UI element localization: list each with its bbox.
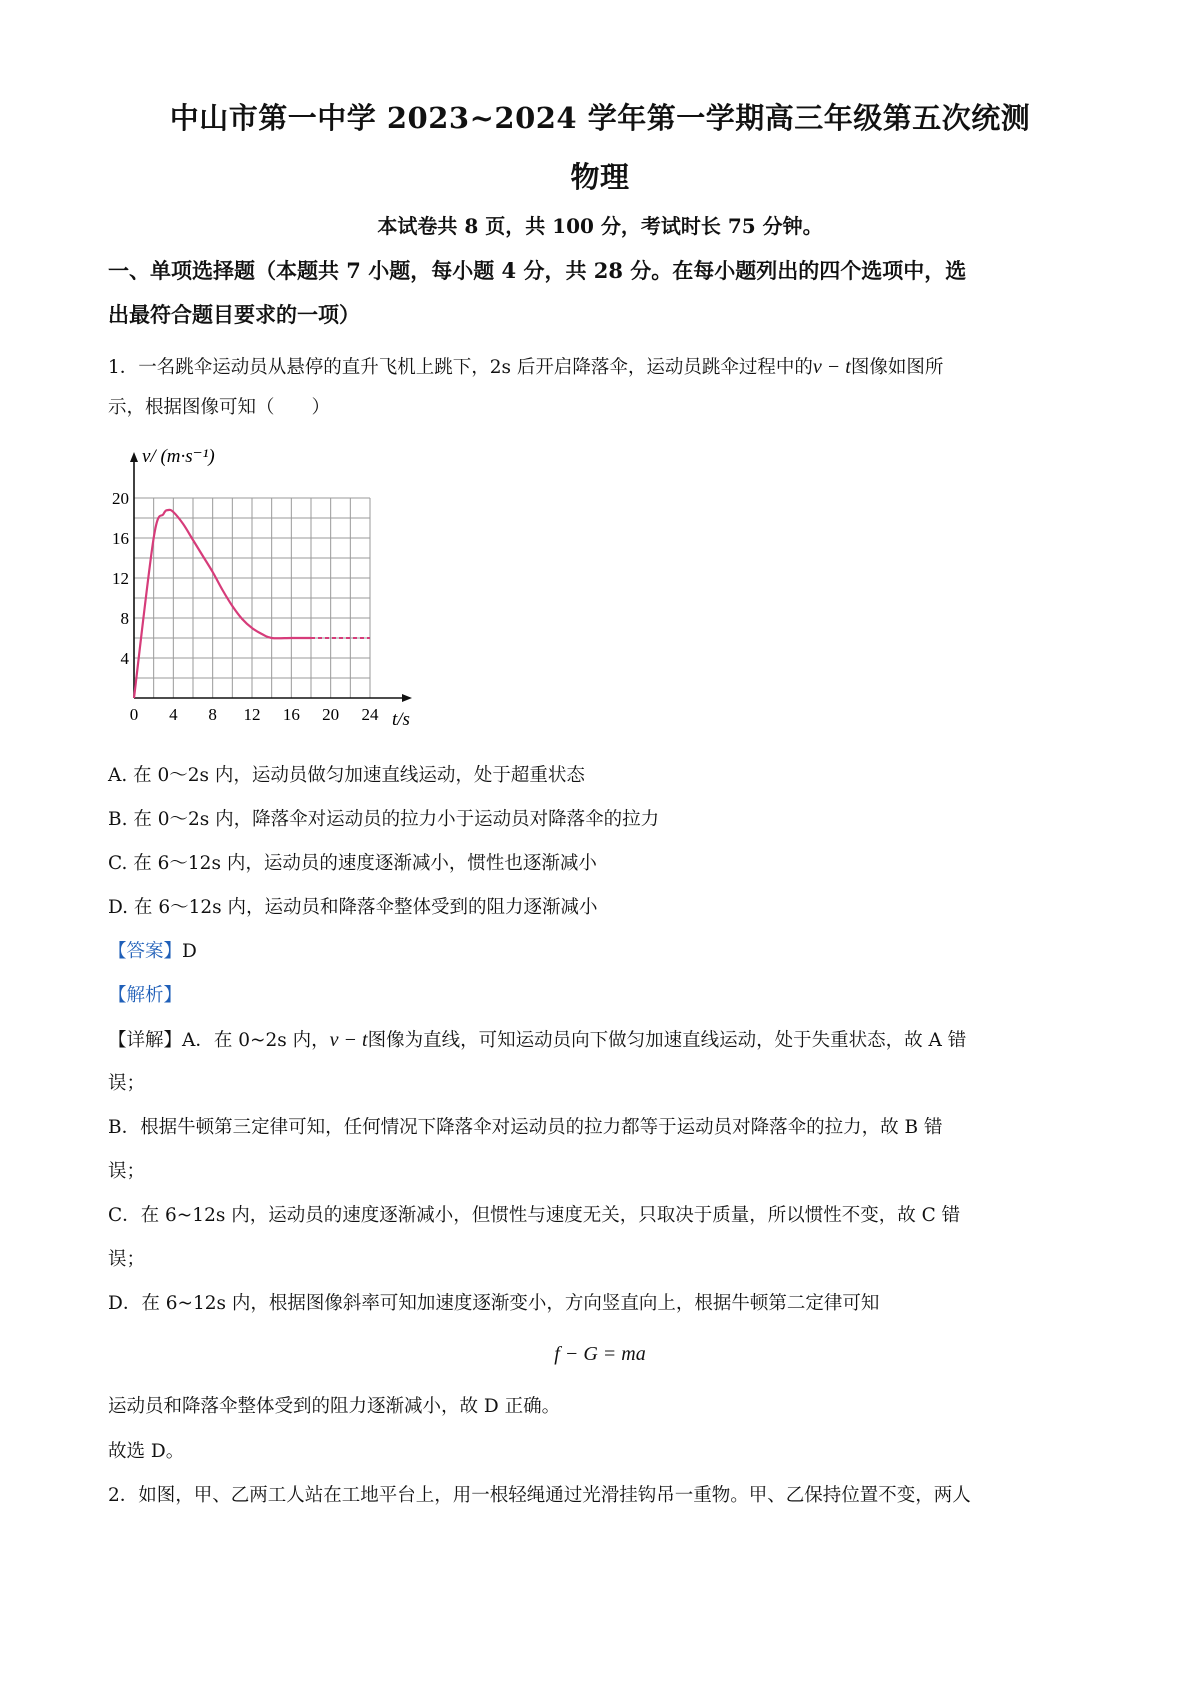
chart-grid [134, 498, 370, 698]
x-tick-label: 4 [169, 705, 178, 724]
detail-c-line2: 误； [108, 1249, 146, 1270]
detail-a-pre: 【详解】A．在 0~2s 内， [108, 1030, 330, 1051]
answer-label: 【答案】 [108, 941, 183, 962]
detail-a-line1 [108, 1026, 1098, 1055]
q1-stem-text-b: 图像如图所 [850, 357, 944, 378]
x-tick-label: 20 [322, 705, 340, 724]
q1-stem-vt: v − t [812, 356, 851, 378]
q1-stem-text-a: 1．一名跳伞运动员从悬停的直升飞机上跳下，2s 后开启降落伞，运动员跳伞过程中的 [108, 357, 813, 378]
exam-title: 中山市第一中学 2023~2024 学年第一学期高三年级第五次统测 [169, 101, 1031, 135]
y-tick-label: 8 [120, 609, 129, 628]
q1-stem-line2: 示，根据图像可知（ ） [108, 397, 331, 418]
y-axis-label: v/ (m·s⁻¹) [142, 448, 215, 467]
detail-d-line3: 运动员和降落伞整体受到的阻力逐渐减小，故 D 正确。 [108, 1396, 561, 1417]
chart-tick-labels [112, 489, 379, 724]
detail-b-line2: 误； [108, 1161, 146, 1182]
vt-chart [100, 448, 440, 738]
y-tick-label: 12 [112, 569, 129, 588]
detail-a-post: 图像为直线，可知运动员向下做匀加速直线运动，处于失重状态，故 A 错 [367, 1030, 967, 1051]
section-heading-line2: 出最符合题目要求的一项） [108, 302, 360, 327]
x-axis-arrow [402, 694, 412, 702]
answer-value: D [182, 941, 197, 962]
detail-a-vt: v − t [329, 1029, 368, 1051]
q1-option-c: C. 在 6～12s 内，运动员的速度逐渐减小，惯性也逐渐减小 [108, 853, 597, 874]
x-tick-label: 12 [243, 705, 261, 724]
y-tick-label: 20 [112, 489, 129, 508]
detail-d-line1: D．在 6~12s 内，根据图像斜率可知加速度逐渐变小，方向竖直向上，根据牛顿第二定律可知 [108, 1293, 880, 1314]
x-tick-label: 0 [129, 705, 139, 724]
x-tick-label: 24 [361, 705, 379, 724]
q2-stem-line1: 2．如图，甲、乙两工人站在工地平台上，用一根轻绳通过光滑挂钩吊一重物。甲、乙保持位置不变，两人 [108, 1485, 971, 1506]
q1-answer [108, 938, 1098, 966]
subject-title: 物理 [570, 160, 630, 194]
y-tick-label: 16 [112, 529, 129, 548]
detail-c-line1: C．在 6~12s 内，运动员的速度逐渐减小，但惯性与速度无关，只取决于质量，所以惯性不变，故 C 错 [108, 1205, 961, 1226]
x-tick-label: 8 [208, 705, 217, 724]
detail-b-line1: B．根据牛顿第三定律可知，任何情况下降落伞对运动员的拉力都等于运动员对降落伞的拉力，故 B 错 [108, 1117, 943, 1138]
q1-option-b: B. 在 0～2s 内，降落伞对运动员的拉力小于运动员对降落伞的拉力 [108, 809, 660, 830]
y-tick-label: 4 [120, 649, 129, 668]
q1-option-d: D. 在 6～12s 内，运动员和降落伞整体受到的阻力逐渐减小 [108, 897, 598, 918]
analysis-label: 【解析】 [108, 985, 183, 1006]
exam-info: 本试卷共 8 页，共 100 分，考试时长 75 分钟。 [377, 214, 823, 238]
conclusion: 故选 D。 [108, 1441, 185, 1462]
q1-stem-line1 [108, 353, 1098, 382]
x-axis-label: t/s [392, 709, 410, 730]
q1-option-a: A. 在 0～2s 内，运动员做匀加速直线运动，处于超重状态 [108, 765, 585, 786]
equation: f − G = ma [554, 1343, 646, 1365]
detail-a-line2: 误； [108, 1073, 146, 1094]
y-axis-arrow [130, 452, 138, 462]
x-tick-label: 16 [282, 705, 300, 724]
section-heading-line1: 一、单项选择题（本题共 7 小题，每小题 4 分，共 28 分。在每小题列出的四个选项中，选 [108, 258, 967, 283]
